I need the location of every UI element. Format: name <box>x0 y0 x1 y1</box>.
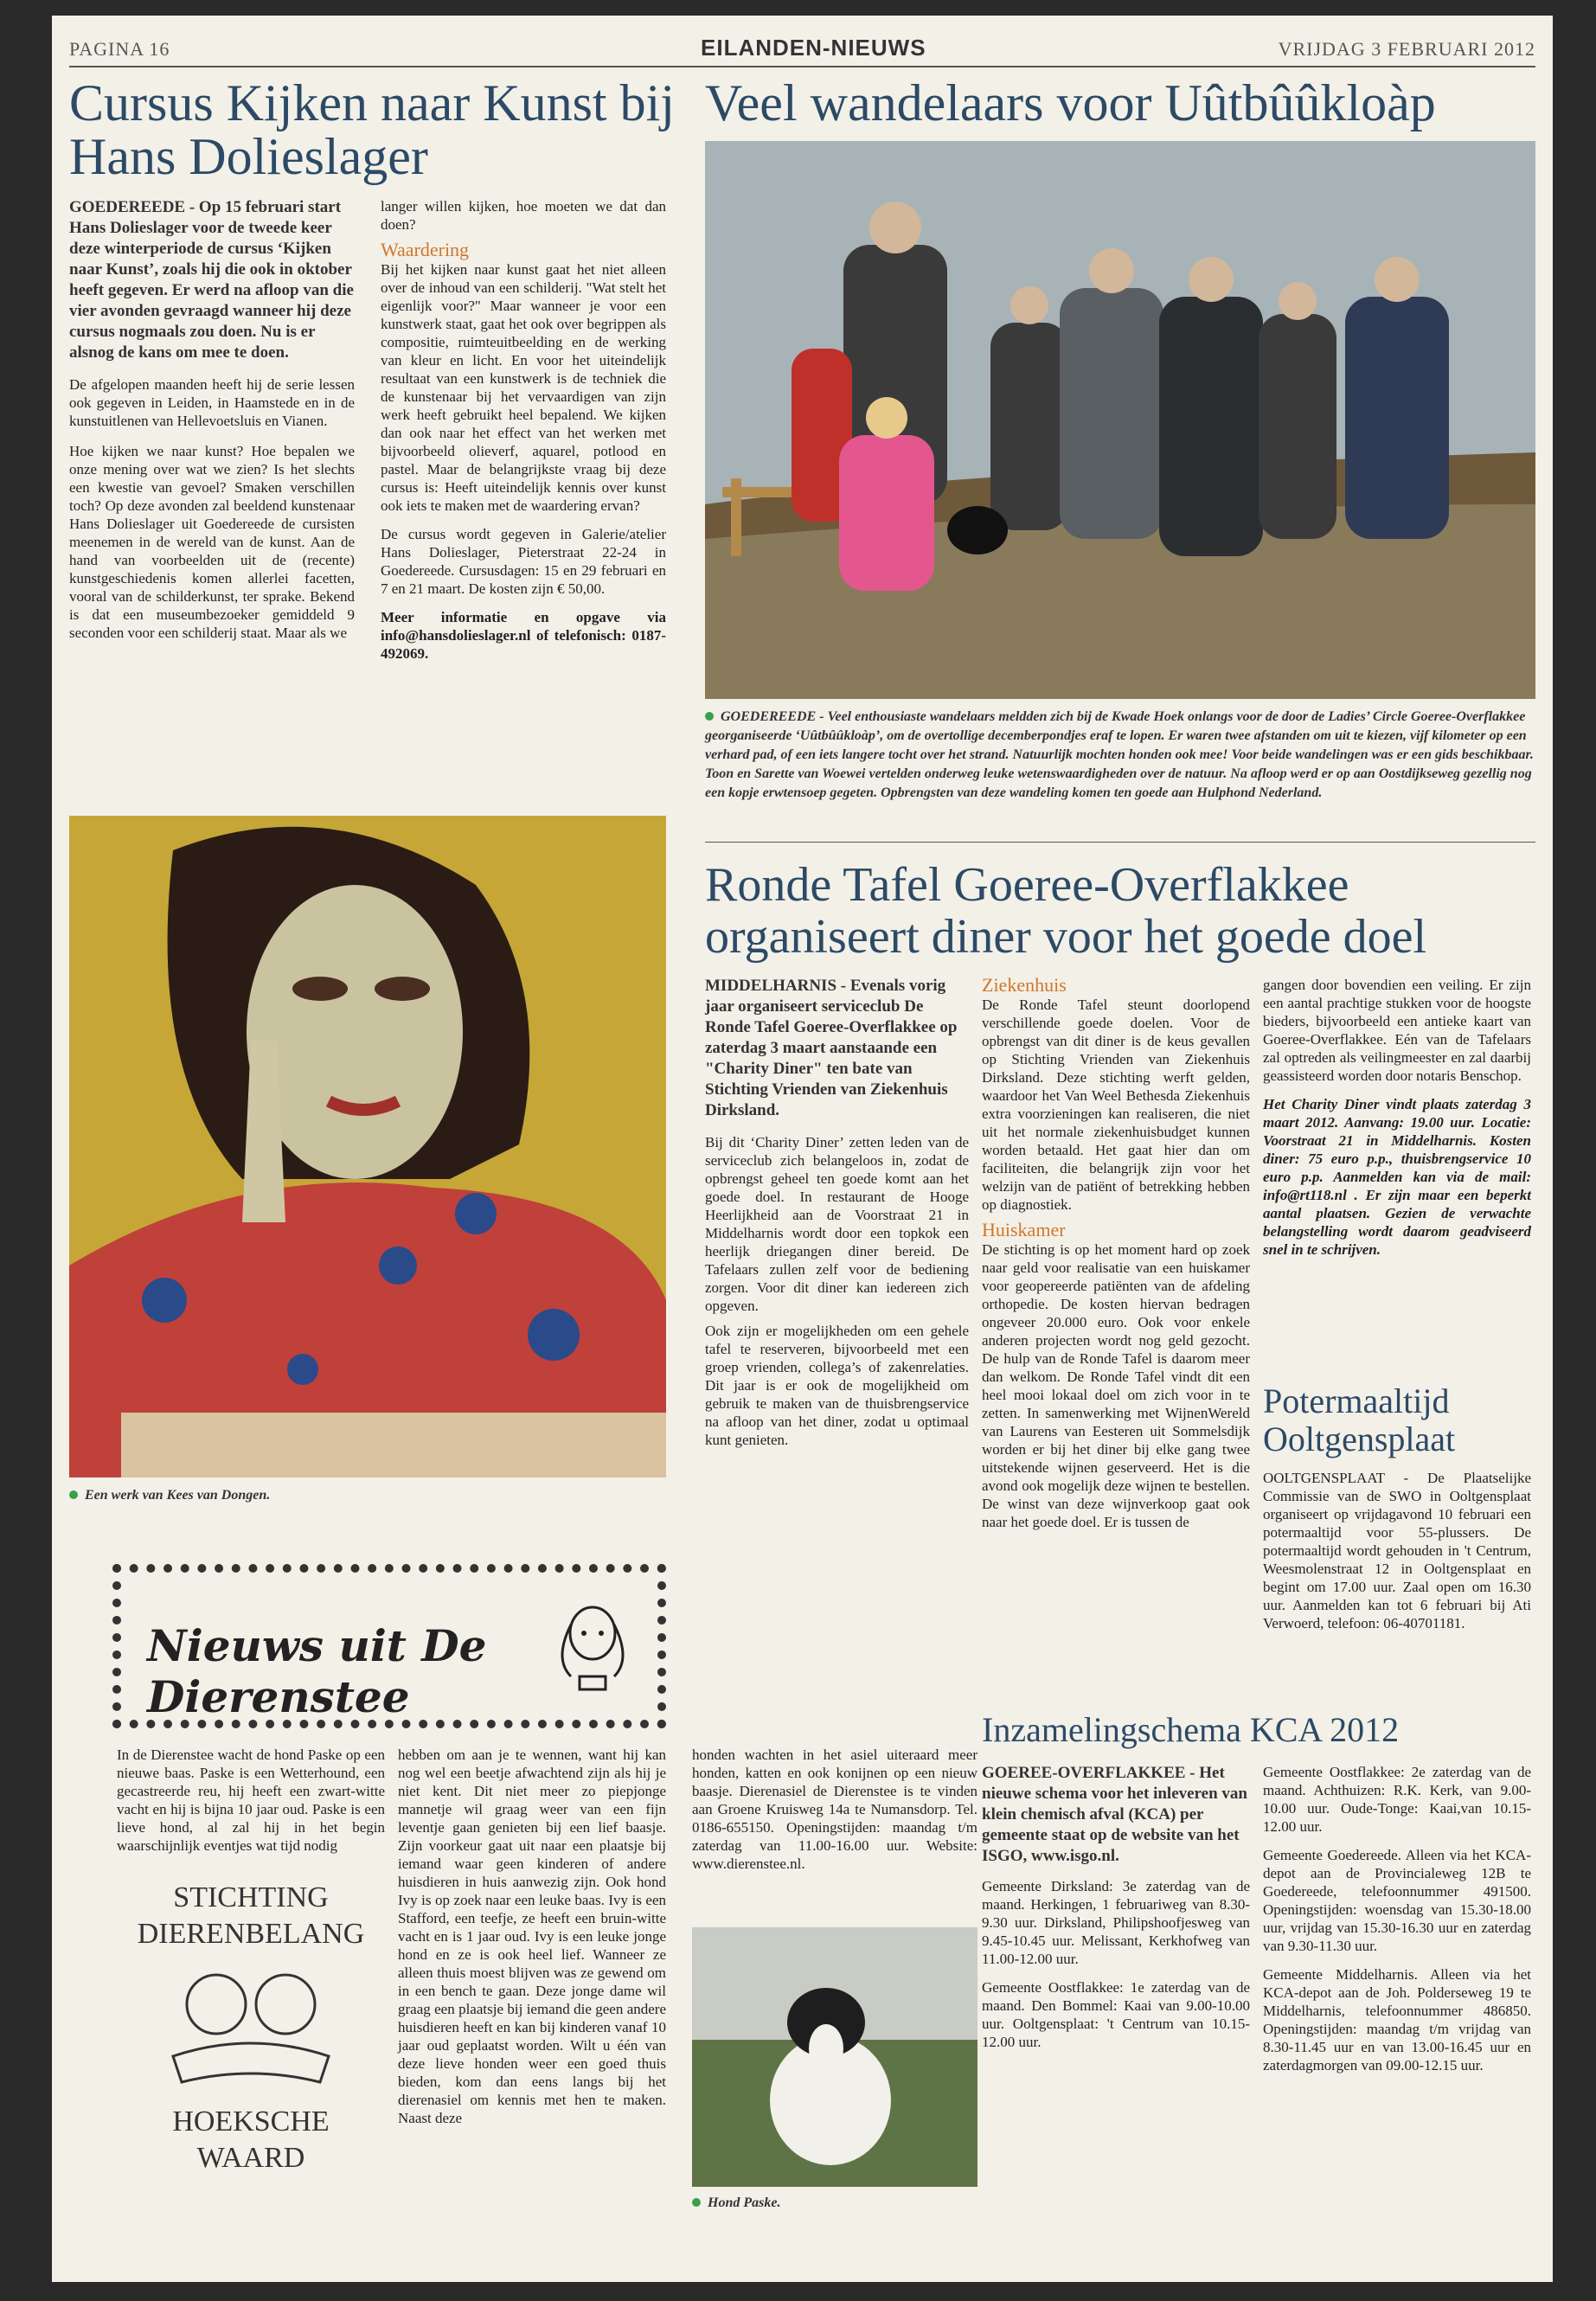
art3-lead: MIDDELHARNIS - Evenals vorig jaar organiseert serviceclub De Ronde Tafel Goeree-Overflakkee op zaterdag 3 maart aanstaande een "Charity Diner" ten bate van Stichting Vrienden van Ziekenhuis Dirksland. <box>705 977 958 1119</box>
art3-p6: Het Charity Diner vindt plaats zaterdag 3 maart 2012. Aanvang: 19.00 uur. Locatie: Voorstraat 21 in Middelharnis. Kosten diner: 75 euro p.p., thuisbrengservice 10 euro p.p. Aanmelden kan via de mail: info@rt118.nl . Er zijn maar een beperkt aantal plaatsen. Gezien de verwachte belangstelling wordt daarom geadviseerd snel in te schrijven. <box>1263 1096 1531 1258</box>
art3-p5: gangen door bovendien een veiling. Er zijn een aantal prachtige stukken voor de hoogste bieders, bijvoorbeeld een antieke kaart van Goeree-Overflakkee. Eén van de Tafelaars zal optreden als veilingmeester en zal daarbij geassisteerd worden door notaris Benschop. <box>1263 977 1531 1084</box>
dierenbelang-logo <box>117 1880 385 2176</box>
art1-lead: GOEDEREEDE - Op 15 februari start Hans Dolieslager voor de tweede keer deze winterperiode de cursus ‘Kijken naar Kunst’, zoals hij die ook in oktober heeft gegeven. Er werd na afloop van die vier avonden gevraagd wanneer hij deze cursus nogmaals zou doen. Nu is er alsnog de kans om mee te doen. <box>69 198 354 362</box>
art2-caption: GOEDEREEDE - Veel enthousiaste wandelaars meldden zich bij de Kwade Hoek onlangs voor de door de Ladies’ Circle Goeree-Overflakkee georganiseerde ‘Uûtbûûkloàp’, om de overtollige decemberpondjes eraf te lopen. Er waren twee afstanden om uit te kiezen, vijf kilometer op een verhard pad, of een iets langere tocht over het strand. Natuurlijk mochten honden ook mee! Voor beide wandelingen was er een gids beschikbaar. Toon en Sarette van Woewei vertelden onderweg leuke wetenswaardigheden over de natuur. Na afloop werd er op aan Oostdijkseweg gezellig nog een kopje erwtensoep gegeten. Opbrengsten van deze wandeling komen ten goede aan Hulphond Nederland. <box>705 709 1534 800</box>
art3-col1 <box>705 976 969 1456</box>
art6-col1 <box>982 1763 1250 2058</box>
art1-col2 <box>381 197 666 670</box>
art1-title: Cursus Kijken naar Kunst bij Hans Dolieslager <box>69 74 675 185</box>
art6-d1: Gemeente Dirksland: 3e zaterdag van de maand. Herkingen, 1 februariweg van 8.30-9.30 uur. Dirksland, Philipshoofjesweg van 9.45-10.45 uur. Melissant, Kerkhofweg van 11.00-12.00 uur. <box>982 1878 1250 1967</box>
newspaper-page <box>52 16 1553 2282</box>
art1-p3: langer willen kijken, hoe moeten we dat dan doen? <box>381 198 666 233</box>
art3-p3: De Ronde Tafel steunt doorlopend verschillende goede doelen. Voor de opbrengst van dit diner is de keus gevallen op Stichting Vrienden van Ziekenhuis Dirksland. Deze stichting werft gelden, waardoor het Van Weel Bethesda Ziekenhuis extra voorzieningen kan realiseren, die niet uit het normale ziekenhuisbudget kunnen worden betaald. Het gaat hier dan om faciliteiten, die belangrijk zijn voor het welzijn van de patiënt of betrekking hebben op diagnostiek. <box>982 997 1250 1213</box>
masthead: EILANDEN-NIEUWS <box>701 35 926 61</box>
art3-sub1: Ziekenhuis <box>982 974 1067 996</box>
dog-icon <box>545 1599 640 1694</box>
art6-d5: Gemeente Middelharnis. Alleen via het KCA-depot aan de Joh. Polderseweg 19 te Middelharnis, telefoonnummer 486850. Openingstijden: maandag t/m vrijdag van 8.30-11.45 uur en van 13.00-16.45 uur en zaterdagmorgen van 09.00-12.15 uur. <box>1263 1966 1531 2073</box>
art5-p2: hebben om aan je te wennen, want hij kan nog wel een beetje afwachtend zijn als hij je niet kent. Dit niet meer zo piepjonge mannetje wil graag weer van een fijn leventje gaan genieten bij een lief baasje. Zijn voorkeur gaat uit naar een plaatsje bij iemand waar geen kinderen of andere huisdieren in huis aanwezig zijn. Ook hond Ivy is op zoek naar een leuke baas. Ivy is een Stafford, een teefje, ze heeft een bruin-witte vacht en is 1 jaar oud. Ivy is een leuke jonge hond en ze is ook heel lief. Wanneer ze alleen thuis moest blijven was ze gewend om in een bench te gaan. Deze jonge dame wil graag een plaatsje bij iemand die geen andere huisdieren heeft en kan bij kinderen vanaf 10 jaar oud geplaatst worden. Wilt u één van deze lieve honden weer een goed thuis bieden, kom dan eens langs bij het dierenasiel om kennis met hen te maken. Naast deze <box>398 1747 666 2126</box>
painting-kees-van-dongen <box>69 816 666 1477</box>
art6-title: Inzamelingschema KCA 2012 <box>982 1710 1400 1749</box>
art3-title: Ronde Tafel Goeree-Overflakkee organiseert diner voor het goede doel <box>705 858 1427 964</box>
art3-sub2: Huiskamer <box>982 1219 1066 1240</box>
section-divider <box>705 842 1535 843</box>
art4-title: Potermaaltijd Ooltgensplaat <box>1263 1381 1456 1458</box>
animals-icon <box>156 1952 346 2099</box>
bullet-icon <box>69 1490 78 1499</box>
art3-p2: Ook zijn er mogelijkheden om een gehele tafel te reserveren, bijvoorbeeld met een groep vrienden, collega’s of zakenrelaties. Dit jaar is er ook de mogelijkheid om gebruik te maken van de thuisbrengservice na afloop van het diner, zodat u optimaal kunt genieten. <box>705 1323 969 1448</box>
header-rule <box>69 66 1535 67</box>
bullet-icon <box>705 712 714 721</box>
art1-p1: De afgelopen maanden heeft hij de serie lessen ook gegeven in Leiden, in Haamstede en in de kunstuitlenen van Hellevoetsluis en Vianen. <box>69 376 355 429</box>
walkers-photo <box>705 141 1535 699</box>
art6-d2: Gemeente Oostflakkee: 1e zaterdag van de maand. Den Bommel: Kaai van 9.00-10.00 uur. Ooltgensplaat: 't Centrum van 10.15-12.00 uur. <box>982 1979 1250 2050</box>
art6-lead: GOEREE-OVERFLAKKEE - Het nieuwe schema voor het inleveren van klein chemisch afval (KCA) per gemeente staat op de website van het ISGO, www.isgo.nl. <box>982 1764 1247 1865</box>
art6-col2 <box>1263 1763 1531 2081</box>
bullet-icon <box>692 2198 701 2207</box>
art3-col2 <box>982 976 1250 1538</box>
art5-col1 <box>117 1746 385 1862</box>
art1-col1 <box>69 197 355 649</box>
page-number: PAGINA 16 <box>69 38 170 60</box>
art5-caption: Hond Paske. <box>692 2194 977 2212</box>
issue-date: VRIJDAG 3 FEBRUARI 2012 <box>1278 38 1535 60</box>
art3-p4: De stichting is op het moment hard op zoek naar geld voor realisatie van een huiskamer voor geopereerde patiënten van de afdeling orthopedie. De kosten hiervan bedragen ongeveer 20.000 euro. Ook voor enkele anderen projecten wordt nog geld gezocht. De hulp van de Ronde Tafel is daarom meer dan welkom. De Ronde Tafel vindt dit een heel mooi lokaal doel om zich voor in te zetten. In samenwerking met WijnenWereld van Laurens van Eesteren uit Sommelsdijk worden er bij het diner bij elke gang twee uitstekende wijnen geserveerd. Het is die avond ook mogelijk deze wijnen te bestellen. De winst van deze wijnverkoop gaat ook naar het goede doel. Er is tussen de <box>982 1241 1250 1530</box>
art5-col3 <box>692 1746 977 1880</box>
art1-sub: Waardering <box>381 239 470 260</box>
art6-d3: Gemeente Oostflakkee: 2e zaterdag van de maand. Achthuizen: R.K. Kerk, van 9.00-10.00 uur. Oude-Tonge: Kaai,van 10.15-12.00 uur. <box>1263 1764 1531 1835</box>
art1-p5: De cursus wordt gegeven in Galerie/atelier Hans Dolieslager, Pieterstraat 22-24 in Goedereede. Cursusdagen: 15 en 29 februari en 7 en 21 maart. De kosten zijn € 50,00. <box>381 526 666 597</box>
logo-top-text: STICHTING DIERENBELANG <box>137 1881 365 1950</box>
art1-caption: Een werk van Kees van Dongen. <box>69 1486 666 1504</box>
art2-title: Veel wandelaars voor Uûtbûûkloàp <box>705 74 1436 131</box>
logo-bottom-text: HOEKSCHE WAARD <box>172 2106 330 2174</box>
art5-p1: In de Dierenstee wacht de hond Paske op een nieuwe baas. Paske is een Wetterhound, een gecastreerde reu, hij heeft een zwart-witte vacht en hij is bijna 10 jaar oud. Paske is een lieve hond, al zal hij in het begin waarschijnlijk eventjes wat tijd nodig <box>117 1747 385 1854</box>
art1-p2: Hoe kijken we naar kunst? Hoe bepalen we onze mening over wat we zien? Is het slechts een kwestie van gevoel? Smaken verschillen toch? Op deze avonden zal beeldend kunstenaar Hans Dolieslager uit Goedereede de cursisten meenemen in de wereld van de kunst. Aan de hand van voorbeelden uit de (recente) kunstgeschiedenis komen allerlei facetten, vooral van de schilderkunst, ter sprake. Bekend is dat een museumbezoeker gemiddeld 9 seconden voor een schilderij staat. Maar als we <box>69 443 355 641</box>
art1-p6: Meer informatie en opgave via info@hansdolieslager.nl of telefonisch: 0187-492069. <box>381 609 666 662</box>
art6-d4: Gemeente Goedereede. Alleen via het KCA-depot aan de Provincialeweg 12B te Goedereede, telefoonnummer 491500. Openingstijden: woensdag van 15.30-18.00 uur, vrijdag van 15.30-16.30 uur en zaterdag van 9.30-11.30 uur. <box>1263 1847 1531 1954</box>
art3-p1: Bij dit ‘Charity Diner’ zetten leden van de serviceclub zich belangeloos in, zodat de opbrengst geheel ten goede komt aan het goede doel. In restaurant de Hooge Heerlijkheid aan de Voorstraat 21 in Middelharnis wordt door een topkok een heerlijk driegangen diner bereid. De Tafelaars zullen zelf voor de bediening zorgen. Voor dit diner kan iedereen zich opgeven. <box>705 1134 969 1314</box>
art3-col3 <box>1263 976 1531 1266</box>
dierenstee-banner <box>112 1564 666 1728</box>
art1-p4: Bij het kijken naar kunst gaat het niet alleen over de inhoud van een schilderij. "Wat stelt het eigenlijk voor?" Maar wanneer je voor een kunstwerk staat, gaat het ook over begrippen als compositie, ruimteuitbeelding en de werking van kleur en licht. En voor het uiteindelijk resultaat van een kunstwerk is de techniek die de kunstenaar bij het vervaardigen van zijn werk heeft gebruikt heel bepalend. We kijken dan ook naar het effect van het werken met bijvoorbeeld olieverf, aquarel, potlood en pastel. Maar de belangrijkste vraag bij deze cursus is: Heeft uiteindelijk kennis over kunst ook iets te maken met de waardering ervan? <box>381 261 666 514</box>
art4-body: OOLTGENSPLAAT - De Plaatselijke Commissie van de SWO in Ooltgensplaat organiseert op vrijdagavond 10 februari een potermaaltijd voor 55-plussers. De potermaaltijd wordt gehouden in 't Centrum, Weesmolenstraat 12 in Ooltgensplaat en begint om 17.00 uur. Zaal open om 16.30 uur. Aanmelden kan tot 6 februari bij Ati Verwoerd, telefoon: 06-40701181. <box>1263 1470 1531 1631</box>
banner-title: Nieuws uit De Dierenstee <box>147 1620 487 1722</box>
dog-paske-photo <box>692 1927 977 2187</box>
art5-col2 <box>398 1746 666 2134</box>
art5-p3: honden wachten in het asiel uiteraard meer honden, katten en ook konijnen op een nieuw baasje. Dierenasiel de Dierenstee is te vinden aan Groene Kruisweg 14a te Numansdorp. Tel. 0186-655150. Openingstijden: maandag t/m zaterdag van 11.00-16.00 uur. Website: www.dierenstee.nl. <box>692 1747 977 1872</box>
